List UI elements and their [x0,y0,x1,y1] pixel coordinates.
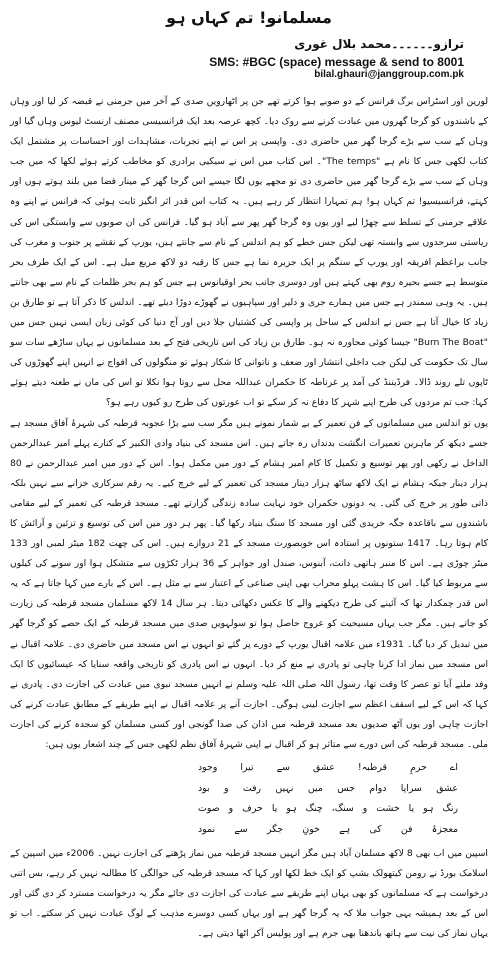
author-email: bilal.ghauri@janggroup.com.pk [314,69,464,80]
poem-verse: عشق سراپا دوام جس میں نہیں رفت و بود [198,782,458,794]
column-title: مسلمانو! تم کہاں ہو [166,8,332,27]
sms-instructions: SMS: #BGC (space) message & send to 8001 [209,55,464,69]
body-paragraph-2: یوں تو اندلس میں مسلمانوں کے فن تعمیر کے بے شمار نمونے ہیں مگر سب سے بڑا عجوبہ قرطبہ کی شہرۂ آفاق مسجد ہے جسے دیکھ کر ماہرین تعمیرات انگشت بدنداں رہ جاتے ہیں۔ اس مسجد کی بنیاد وادی الکبیر کے کنارے پہلے امیر عبدالرحمن الداخل نے رکھی اور پھر توسیع و تکمیل کا کام امیر ہشام کے دور میں مکمل ہوا۔ اس کے دور میں امیر عبدالرحمن نے 80 ہزار دینار جبکہ ہشام نے ایک لاکھ ساٹھ ہزار دینار مسجد کی تعمیر کے لیے خرچ کیے۔ یہ رقم سرکاری خزانے سے نہیں بلکہ ذاتی طور پر خرچ کی گئی۔ یہ دونوں حکمران خود نہایت سادہ زندگی گزارتے تھے۔ مسجد قرطبہ کی تعمیر کے لیے مقامی باشندوں سے باقاعدہ جگہ خریدی گئی اور مسجد کا سنگ بنیاد رکھا گیا۔ پھر ہر دور میں اس کی توسیع و تزئین و آرائش کا کام ہوتا رہا۔ 1417 ستونوں پر استادہ اس خوبصورت مسجد کے 21 دروازے ہیں۔ اس کی چھت 182 میٹر لمبی اور 133 میٹر چوڑی ہے۔ اس کا منبر ہاتھی دانت، آبنوس، صندل اور جواہر کے 36 ہزار ٹکڑوں سے متشکل ہوا اور سونے کی کیلوں سے مربوط کیا گیا۔ اس کا ہشت پہلو محراب بھی اپنی صناعی کے اعتبار سے بے مثل ہے۔ اس کے بارے میں کہا جاتا ہے کہ یہ اس قدر چمکدار تھا کہ آئینے کی طرح دیکھنے والے کا عکس دکھائی دیتا۔ ہر سال 14 لاکھ مسلمان مسجد قرطبہ کی زیارت کو جاتے ہیں۔ مگر جب یہاں مسیحیت کو عروج حاصل ہوا تو سولہویں صدی میں مسجد قرطبہ کے ایک حصے کو گرجا گھر میں تبدیل کر دیا گیا۔ 1931ء میں علامہ اقبال یورپ کے دورے پر گئے تو انہوں نے اس مسجد میں حاضری دی۔ علامہ اقبال نے اس مسجد میں نماز ادا کرنا چاہی تو پادری نے منع کر دیا۔ انہوں نے اس پادری کو تاریخی واقعہ سنایا کہ عیسائیوں کا ایک وفد ملنے آیا تو عصر کا وقت تھا، رسول اللہ صلی اللہ علیہ وسلم نے انہیں مسجد نبوی میں عبادت کی اجازت دی۔ پادری نے کہا کہ اس کے لیے اسقف اعظم سے اجازت لینی ہوگی۔ اجازت آنے پر علامہ اقبال نے اپنے طریقے کے مطابق عبادت کرنے کی اجازت چاہی اور یوں آٹھ صدیوں بعد مسجد قرطبہ میں اذان کی صدا گونجی اور کسی مسلمان کو سجدہ کرنے کی اجازت ملی۔ مسجد قرطبہ کی اس دورے سے متاثر ہو کر اقبال نے اپنی شہرۂ آفاق نظم لکھی جس کے چند اشعار یوں ہیں: [10,417,488,750]
body-paragraph-1: لورین اور اسٹراس برگ فرانس کے دو صوبے ہوا کرتے تھے جن پر اٹھارویں صدی کے آخر میں جرمنی نے قبضہ کر لیا اور وہاں کے باشندوں کو گرجا گھروں میں عبادت کرنے سے روک دیا۔ کچھ عرصہ بعد ایک فرانسیسی مصنف ارنسٹ لیوس وہاں گیا اور وہاں کے سب سے بڑے گرجا گھر میں حاضری دی۔ واپسی پر اس نے اپنے تجربات، مشاہدات اور احساسات پر مشتمل ایک کتاب لکھی جس کا نام ہے "The temps"۔ اس کتاب میں اس نے سیکیی برادری کو مخاطب کرتے ہوئے لکھا کہ میں جب وہاں کے سب سے بڑے گرجا گھر میں حاضری دی تو مجھے یوں لگا جیسے اس گرجا گھر کے مینار فضا میں بلند ہوتے ہوں اور کہتے، فرانسیسیو! تم کہاں ہو! ہم تمہارا انتظار کر رہے ہیں۔ یہ کتاب اس قدر اثر انگیز ثابت ہوئی کہ فرانس نے اپنے وہ علاقے جرمنی کے تسلط سے چھڑا لیے اور یوں وہ گرجا گھر پھر سے آباد ہو گیا۔ فرانس کی ان صوبوں سے وابستگی اس کی ریاستی سرحدوں سے وابستہ تھی لیکن جس خطے کو ہم اندلس کے نام سے جانتے ہیں، یورپ کے نقشے پر جنوب و مغرب کی جانب براعظم افریقہ اور یورپ کے سنگم پر ایک جزیرہ نما ہے جس کا رقبہ دو لاکھ مربع میل ہے۔ اس کے ایک طرف بحر متوسط ہے جسے بحیرہ روم بھی کہتے ہیں اور دوسری جانب بحر اوقیانوس ہے جس کو ہم بحر ظلمات کے نام سے بھی جانتے ہیں۔ یہ وہی سمندر ہے جس میں ہمارے جری و دلیر اور سپاہیوں نے گھوڑے دوڑا دیئے تھے۔ اندلس کا ذکر آتا ہے تو طارق بن زیاد کا خیال آتا ہے جس نے اندلس کے ساحل پر واپسی کی کشتیاں جلا دیں اور آج دنیا کی کوئی زبان ایسی نہیں جس میں "Burn The Boat" جیسا کوئی محاورہ نہ ہو۔ طارق بن زیاد کی اس تاریخی فتح کے بعد مسلمانوں نے یہاں ساڑھے سات سو سال تک حکومت کی لیکن جب داخلی انتشار اور ضعف و ناتوانی کا شکار ہوئے تو منگولوں کی افواج نے انہیں اپنے گھوڑوں کی ٹاپوں تلے روند ڈالا۔ فرڈیننڈ کی آمد پر غرناطہ کا حکمران عبداللہ محل سے روتا ہوا نکلا تو اس کی ماں نے طعنہ دیتے ہوئے کہا: جب تم مردوں کی طرح اپنے شہر کا دفاع نہ کر سکے تو اب عورتوں کی طرح رو کیوں رہے ہو؟ [10,96,488,409]
closing-paragraph: اسپین میں اب بھی 8 لاکھ مسلمان آباد ہیں مگر انہیں مسجد قرطبہ میں نماز پڑھنے کی اجازت نہیں۔ 2006ء میں اسپین کے اسلامک بورڈ نے رومن کیتھولک بشپ کو ایک خط لکھا اور کہا کہ مسجد قرطبہ کی حوالگی کا مطالبہ نہیں کر رہے، بس اتنی درخواست ہے کہ مسلمانوں کو بھی یہاں اپنے طریقے سے عبادت کی اجازت دی جائے مگر یہ درخواست مسترد کر دی گئی اور اس کے بعد ہمیشہ یہی جواب ملا کہ یہ گرجا گھر ہے اور یہاں کسی دوسرے مذہب کے لوگ عبادت نہیں کر سکتے۔ اب تو یہاں نماز کی نیت سے ہاتھ باندھنا بھی جرم ہے اور پولیس آکر اٹھا دیتی ہے۔ [10,848,488,940]
poem-verse: اے حرمِ قرطبہ! عشق سے تیرا وجود [198,762,458,774]
column-body [10,92,488,945]
poem-verse: معجزۂ فن کی ہے خونِ جگر سے نمود [198,823,458,835]
poem-verse: رنگ ہو یا خشت و سنگ، چنگ ہو یا حرف و صوت [198,803,458,815]
poem-verses [10,758,488,840]
column-byline: ترازو۔۔۔۔۔۔محمد بلال غوری [294,37,464,51]
